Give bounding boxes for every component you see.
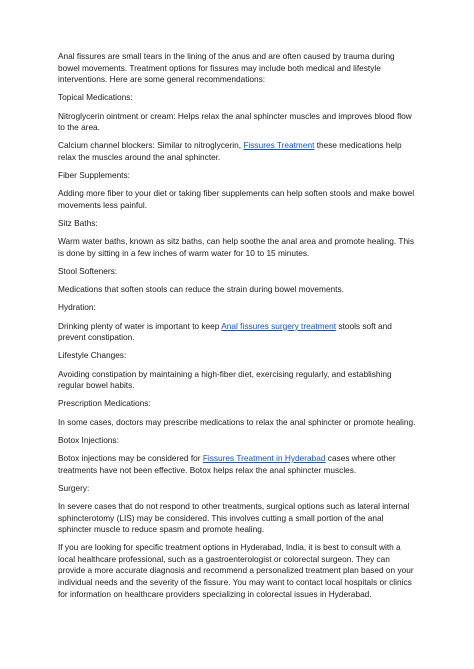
stool-softeners-heading: Stool Softeners:	[58, 266, 118, 277]
fiber-supplements-heading: Fiber Supplements:	[58, 170, 130, 181]
surgery-paragraph: In severe cases that do not respond to other treatments, surgical options such as lateral internal sphincterotomy (LIS) may be considered. This involves cutting a small portion of the anal sphincter muscle to reduce spasm and promote healing.	[58, 500, 410, 535]
lifestyle-changes-heading: Lifestyle Changes:	[58, 350, 127, 361]
hydration-paragraph	[58, 321, 418, 344]
topical-medications-heading: Topical Medications:	[58, 92, 133, 103]
sitz-paragraph: Warm water baths, known as sitz baths, can help soothe the anal area and promote healing. This is done by sitting in a few inches of warm water for 10 to 15 minutes.	[58, 236, 415, 258]
botox-injections-heading: Botox Injections:	[58, 434, 119, 445]
calcium-text-after: these medications help relax the muscles around the anal sphincter.	[58, 140, 402, 162]
document-page	[58, 51, 418, 607]
hydration-heading: Hydration:	[58, 302, 96, 313]
sitz-baths-heading: Sitz Baths:	[58, 218, 98, 229]
surgery-heading: Surgery:	[58, 482, 90, 493]
hydration-text-before: Drinking plenty of water is important to keep	[58, 320, 222, 331]
hydration-text-after: stools soft and prevent constipation.	[58, 320, 392, 343]
lifestyle-paragraph: Avoiding constipation by maintaining a high-fiber diet, exercising regularly, and establishing regular bowel habits.	[58, 368, 392, 391]
botox-text-before: Botox injections may be considered for	[58, 452, 203, 463]
fiber-paragraph: Adding more fiber to your diet or taking fiber supplements can help soften stools and make bowel movements less painful.	[58, 188, 415, 210]
stool-paragraph: Medications that soften stools can reduce the strain during bowel movements.	[58, 284, 344, 295]
calcium-blockers-paragraph	[58, 140, 418, 163]
nitroglycerin-paragraph: Nitroglycerin ointment or cream: Helps relax the anal sphincter muscles and improves blood flow to the area.	[58, 110, 412, 133]
botox-text-after: cases where other treatments have not been effective. Botox helps relax the anal sphincter muscles.	[58, 452, 396, 475]
anal-fissures-surgery-link[interactable]: Anal fissures surgery treatment	[221, 320, 337, 331]
fissures-treatment-link[interactable]: Fissures Treatment	[243, 140, 315, 151]
intro-paragraph: Anal fissures are small tears in the lining of the anus and are often caused by trauma during bowel movements. Treatment options for fissures may include both medical and lifestyle interventions. Here are some general recommendations:	[58, 51, 395, 85]
prescription-medications-heading: Prescription Medications:	[58, 398, 151, 409]
prescription-paragraph: In some cases, doctors may prescribe medications to relax the anal sphincter or promote healing.	[58, 416, 416, 427]
calcium-text-before: Calcium channel blockers: Similar to nitroglycerin,	[58, 140, 244, 151]
fissures-treatment-hyderabad-link[interactable]: Fissures Treatment in Hyderabad	[202, 452, 326, 463]
botox-paragraph	[58, 453, 418, 476]
closing-paragraph: If you are looking for specific treatment options in Hyderabad, India, it is best to consult with a local healthcare professional, such as a gastroenterologist or colorectal surgeon. They can provide a more accurate diagnosis and recommend a personalized treatment plan based on your individual needs and the severity of the fissure. You may want to contact local hospitals or clinics for information on healthcare providers specializing in colorectal issues in Hyderabad.	[58, 542, 414, 599]
